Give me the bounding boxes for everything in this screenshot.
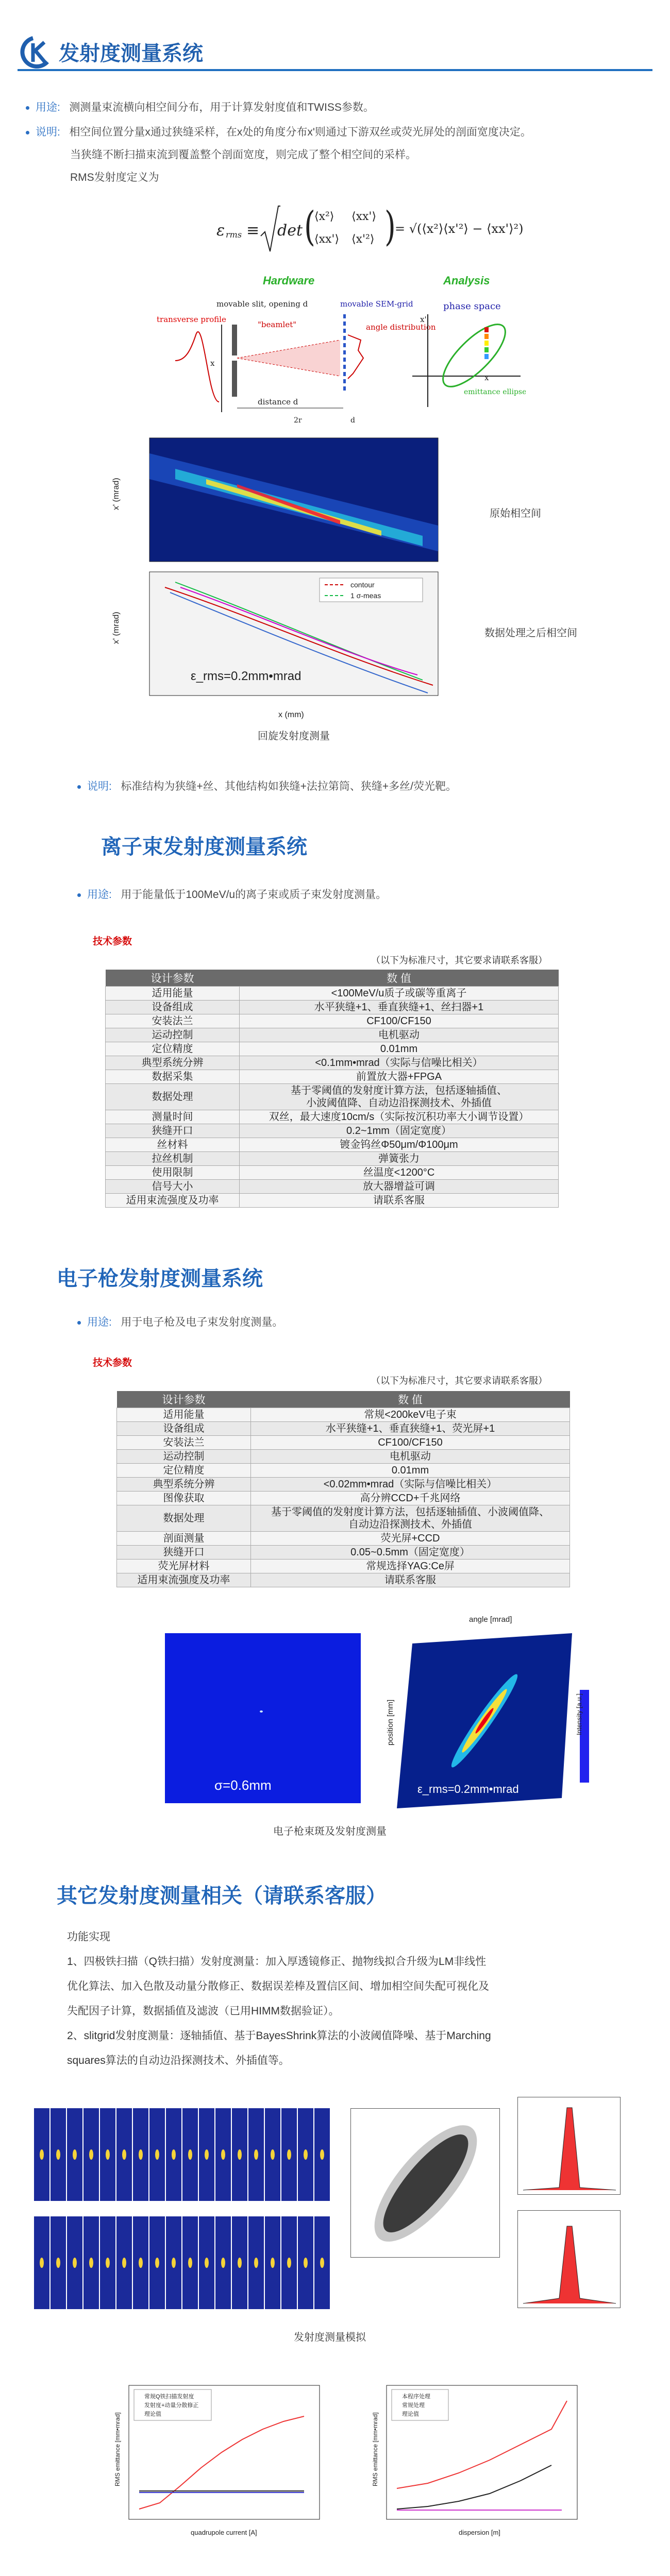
param-cell: 测量时间	[106, 1110, 240, 1124]
sim-spot	[221, 2149, 225, 2160]
histogram-1	[517, 2097, 621, 2195]
cyclotron-caption: 回旋发射度测量	[258, 731, 330, 742]
value-cell: 请联系客服	[240, 1193, 559, 1207]
value-cell: 弹簧张力	[240, 1151, 559, 1165]
value-cell: 0.05~0.5mm（固定宽度）	[251, 1545, 570, 1559]
sim-spot	[238, 2258, 242, 2268]
para-line-4: 2、slitgrid发射度测量：逐轴插值、基于BayesShrink算法的小波阈值降噪、基于Marching	[67, 2030, 491, 2042]
intro-desc-2: 当狭缝不断扫描束流到覆盖整个剖面宽度，则完成了整个相空间的采样。	[70, 149, 416, 161]
sim-spot	[320, 2258, 324, 2268]
svg-text:x' (mrad): x' (mrad)	[112, 612, 121, 644]
sim-spot	[56, 2258, 60, 2268]
svg-text:phase space: phase space	[443, 301, 501, 312]
sim-spot	[73, 2258, 77, 2268]
svg-text:x': x'	[420, 315, 427, 324]
sim-spot	[254, 2149, 258, 2160]
sim-spot	[304, 2258, 308, 2268]
table-row	[117, 1545, 570, 1559]
sim-spot	[89, 2258, 93, 2268]
sim-spot	[40, 2258, 44, 2268]
intro-use: 用途: 测测量束流横向相空间分布，用于计算发射度值和TWISS参数。	[26, 99, 374, 116]
para-line-1: 1、四极铁扫描（Q铁扫描）发射度测量：加入厚透镜修正、抛物线拟合升级为LM非线性	[67, 1956, 487, 1968]
param-cell: 运动控制	[117, 1449, 251, 1463]
sim-spot	[172, 2258, 176, 2268]
table-row	[106, 1179, 559, 1193]
sim-spot	[122, 2149, 126, 2160]
value-cell: 荧光屏+CCD	[251, 1531, 570, 1545]
table-header: 数 值	[251, 1391, 570, 1408]
sim-spot	[73, 2149, 77, 2160]
value-cell: 基于零阈值的发射度计算方法，包括逐轴插值、 小波阈值降、自动边沿探测技术、外插值	[240, 1083, 559, 1110]
page-title: 发射度测量系统	[59, 42, 203, 65]
sim-spot	[155, 2149, 159, 2160]
electron-use: 用途: 用于电子枪及电子束发射度测量。	[77, 1314, 283, 1331]
svg-text:angle [mrad]: angle [mrad]	[469, 1615, 512, 1624]
param-cell: 信号大小	[106, 1179, 240, 1193]
para-line-5: squares算法的自动边沿探测技术、外插值等。	[67, 2055, 290, 2066]
param-cell: 丝材料	[106, 1138, 240, 1151]
chart-quad-scan	[98, 2380, 325, 2545]
ion-section-title: 离子束发射度测量系统	[101, 835, 307, 859]
value-cell: <0.1mm•mrad（实际与信噪比相关）	[240, 1056, 559, 1070]
value-cell: 基于零阈值的发射度计算方法，包括逐轴插值、小波阈值降、 自动边沿探测技术、外插值	[251, 1505, 570, 1531]
param-cell: 数据处理	[106, 1083, 240, 1110]
bullet-icon	[77, 785, 81, 789]
bullet-icon	[77, 1321, 81, 1325]
svg-text:Hardware: Hardware	[263, 274, 315, 287]
table-row	[106, 1000, 559, 1014]
table-row	[106, 1042, 559, 1056]
param-cell: 图像获取	[117, 1491, 251, 1505]
simulation-grid	[34, 2108, 338, 2314]
electron-caption: 电子枪束斑及发射度测量	[273, 1826, 387, 1837]
value-cell: 电机驱动	[251, 1449, 570, 1463]
svg-text:dispersion [m]: dispersion [m]	[459, 2529, 500, 2536]
table-row	[117, 1505, 570, 1531]
table-row	[117, 1477, 570, 1491]
sim-spot	[205, 2258, 209, 2268]
bullet-icon	[26, 106, 29, 110]
svg-text:ε_rms=0.2mm•mrad: ε_rms=0.2mm•mrad	[191, 669, 301, 683]
chart-dispersion	[356, 2380, 582, 2545]
value-cell: CF100/CF150	[240, 1014, 559, 1028]
param-cell: 适用束流强度及功率	[117, 1573, 251, 1587]
value-cell: 放大器增益可调	[240, 1179, 559, 1193]
value-cell: 请联系客服	[251, 1573, 570, 1587]
param-cell: 适用束流强度及功率	[106, 1193, 240, 1207]
param-cell: 安装法兰	[117, 1435, 251, 1449]
table-row	[117, 1559, 570, 1573]
param-cell: 典型系统分辨	[117, 1477, 251, 1491]
param-cell: 典型系统分辨	[106, 1056, 240, 1070]
value-cell: 水平狭缝+1、垂直狭缝+1、荧光屏+1	[251, 1421, 570, 1435]
svg-text:2r: 2r	[294, 416, 302, 425]
svg-text:Intensity [a.u.]: Intensity [a.u.]	[575, 1693, 583, 1735]
table-row	[106, 1083, 559, 1110]
svg-text:quadrupole current [A]: quadrupole current [A]	[191, 2529, 257, 2536]
func-heading: 功能实现	[67, 1931, 110, 1943]
value-cell: <100MeV/u质子或碳等重离子	[240, 986, 559, 1000]
param-cell: 数据采集	[106, 1070, 240, 1083]
sim-spot	[304, 2149, 308, 2160]
svg-text:d: d	[350, 416, 355, 425]
value-cell: 水平狭缝+1、垂直狭缝+1、丝扫器+1	[240, 1000, 559, 1014]
value-cell: CF100/CF150	[251, 1435, 570, 1449]
svg-text:常规Q铁扫描发射度: 常规Q铁扫描发射度	[144, 2394, 194, 2400]
param-cell: 运动控制	[106, 1028, 240, 1042]
structure-note: 说明: 标准结构为狭缝+丝、其他结构如狭缝+法拉第筒、狭缝+多丝/荧光靶。	[77, 778, 457, 795]
param-cell: 适用能量	[117, 1408, 251, 1421]
value-cell: 0.01mm	[240, 1042, 559, 1056]
svg-text:常规处理: 常规处理	[402, 2402, 425, 2409]
param-cell: 荧光屏材料	[117, 1559, 251, 1573]
table-row	[117, 1421, 570, 1435]
param-cell: 拉丝机制	[106, 1151, 240, 1165]
table-row	[117, 1449, 570, 1463]
ion-spec-table	[105, 970, 559, 1208]
svg-text:x' (mrad): x' (mrad)	[112, 478, 121, 510]
param-cell: 使用限制	[106, 1165, 240, 1179]
table-row	[117, 1491, 570, 1505]
table-row	[106, 1014, 559, 1028]
sim-spot	[139, 2258, 143, 2268]
svg-text:x: x	[484, 373, 489, 382]
svg-text:x: x	[210, 359, 215, 368]
param-cell: 设备组成	[117, 1421, 251, 1435]
rms-def: RMS发射度定义为	[70, 172, 159, 183]
table-header: 设计参数	[106, 970, 240, 986]
table-row	[117, 1408, 570, 1421]
sim-spot	[205, 2149, 209, 2160]
table-row	[106, 1193, 559, 1207]
param-cell: 剖面测量	[117, 1531, 251, 1545]
table-header: 设计参数	[117, 1391, 251, 1408]
svg-text:Analysis: Analysis	[443, 274, 490, 287]
sim-spot	[89, 2149, 93, 2160]
electron-spec-table	[116, 1391, 570, 1587]
sim-spot	[172, 2149, 176, 2160]
ion-tech-label: 技术参数	[93, 936, 132, 947]
value-cell: 常规选择YAG:Ce屏	[251, 1559, 570, 1573]
value-cell: 0.2~1mm（固定宽度）	[240, 1124, 559, 1138]
simulation-caption: 发射度测量模拟	[294, 2332, 366, 2343]
svg-text:angle distribution: angle distribution	[366, 323, 436, 332]
param-cell: 定位精度	[106, 1042, 240, 1056]
param-cell: 定位精度	[117, 1463, 251, 1477]
electron-tech-label: 技术参数	[93, 1358, 132, 1368]
svg-text:transverse profile: transverse profile	[157, 315, 226, 324]
logo-icon	[18, 36, 54, 69]
sim-spot	[221, 2258, 225, 2268]
table-row	[106, 1070, 559, 1083]
svg-text:distance d: distance d	[258, 397, 298, 406]
sim-spot	[188, 2258, 192, 2268]
sim-spot	[271, 2149, 275, 2160]
electron-emittance-plot	[376, 1613, 593, 1814]
scatter-plot	[350, 2108, 500, 2258]
svg-text:emittance ellipse: emittance ellipse	[464, 388, 526, 396]
svg-text:movable SEM-grid: movable SEM-grid	[340, 299, 413, 309]
sim-spot	[56, 2149, 60, 2160]
phase-space-plots	[103, 433, 474, 721]
svg-text:理论值: 理论值	[144, 2411, 161, 2417]
bullet-icon	[26, 131, 29, 134]
sim-spot	[271, 2258, 275, 2268]
table-row	[117, 1573, 570, 1587]
sim-spot	[139, 2149, 143, 2160]
sim-spot	[320, 2149, 324, 2160]
value-cell: 双丝，最大速度10cm/s（实际按沉积功率大小调节设置）	[240, 1110, 559, 1124]
sim-spot	[254, 2258, 258, 2268]
table-header: 数 值	[240, 970, 559, 986]
sim-spot	[106, 2258, 110, 2268]
svg-text:contour: contour	[350, 581, 375, 589]
table-row	[117, 1435, 570, 1449]
intro-desc: 说明: 相空间位置分量x通过狭缝采样，在x处的角度分布x'则通过下游双丝或荧光屏处的剖面宽度决定。	[26, 124, 531, 141]
bullet-icon	[77, 893, 81, 897]
table-row	[106, 1124, 559, 1138]
svg-text:1 σ-meas: 1 σ-meas	[350, 591, 381, 600]
sim-spot	[106, 2149, 110, 2160]
sim-spot	[287, 2258, 291, 2268]
svg-text:理论值: 理论值	[402, 2411, 419, 2417]
value-cell: 前置放大器+FPGA	[240, 1070, 559, 1083]
ion-use: 用途: 用于能量低于100MeV/u的离子束或质子束发射度测量。	[77, 886, 387, 903]
table-row	[106, 1110, 559, 1124]
svg-text:本程序处理: 本程序处理	[402, 2394, 430, 2400]
value-cell: 0.01mm	[251, 1463, 570, 1477]
table-row	[106, 1138, 559, 1151]
emittance-diagram	[155, 273, 526, 428]
param-cell: 数据处理	[117, 1505, 251, 1531]
sim-spot	[40, 2149, 44, 2160]
table-row	[106, 1028, 559, 1042]
label-processed-phase-space: 数据处理之后相空间	[484, 628, 577, 639]
table-row	[117, 1531, 570, 1545]
histogram-2	[517, 2210, 621, 2308]
value-cell: 镀金钨丝Φ50μm/Φ100μm	[240, 1138, 559, 1151]
table-row	[106, 1056, 559, 1070]
table-row	[106, 986, 559, 1000]
svg-text:x (mm): x (mm)	[278, 710, 304, 719]
sim-spot	[122, 2258, 126, 2268]
electron-note: （以下为标准尺寸，其它要求请联系客服）	[371, 1376, 547, 1386]
sim-spot	[238, 2149, 242, 2160]
beam-spot-image	[165, 1633, 361, 1803]
table-row	[106, 1151, 559, 1165]
value-cell: 电机驱动	[240, 1028, 559, 1042]
value-cell: 高分辨CCD+千兆网络	[251, 1491, 570, 1505]
table-row	[106, 1165, 559, 1179]
svg-text:position [mm]: position [mm]	[386, 1699, 395, 1745]
value-cell: 常规<200keV电子束	[251, 1408, 570, 1421]
page-header	[18, 31, 652, 71]
electron-section-title: 电子枪发射度测量系统	[57, 1267, 263, 1291]
param-cell: 狭缝开口	[106, 1124, 240, 1138]
param-cell: 适用能量	[106, 986, 240, 1000]
value-cell: <0.02mm•mrad（实际与信噪比相关）	[251, 1477, 570, 1491]
svg-text:发射度+动量分散修正: 发射度+动量分散修正	[144, 2402, 199, 2409]
sim-spot	[155, 2258, 159, 2268]
param-cell: 狭缝开口	[117, 1545, 251, 1559]
svg-text:"beamlet": "beamlet"	[258, 320, 297, 329]
svg-text:movable slit, opening d: movable slit, opening d	[216, 299, 308, 309]
svg-text:RMS emittance [mm•mrad]: RMS emittance [mm•mrad]	[114, 2412, 121, 2486]
other-section-title: 其它发射度测量相关（请联系客服）	[57, 1884, 387, 1908]
label-original-phase-space: 原始相空间	[490, 508, 541, 519]
svg-text:ε_rms=0.2mm•mrad: ε_rms=0.2mm•mrad	[417, 1783, 519, 1795]
ion-note: （以下为标准尺寸，其它要求请联系客服）	[371, 955, 547, 965]
para-line-2: 优化算法、加入色散及动量分散修正、数据误差棒及置信区间、增加相空间失配可视化及	[67, 1980, 489, 1992]
sim-spot	[287, 2149, 291, 2160]
value-cell: 丝温度<1200°C	[240, 1165, 559, 1179]
sim-spot	[188, 2149, 192, 2160]
table-row	[117, 1463, 570, 1477]
svg-text:RMS emittance [mm•mrad]: RMS emittance [mm•mrad]	[372, 2412, 379, 2486]
rms-formula: ε rms ≡ det ( ⟨x²⟩ ⟨xx'⟩ ⟨xx'⟩ ⟨x'²⟩ ) = √(⟨x²⟩⟨x'²⟩ − ⟨xx'⟩²)	[216, 201, 454, 258]
sigma-label: σ=0.6mm	[214, 1777, 272, 1793]
para-line-3: 失配因子计算，数据插值及滤波（已用HIMM数据验证）。	[67, 2005, 340, 2017]
param-cell: 设备组成	[106, 1000, 240, 1014]
param-cell: 安装法兰	[106, 1014, 240, 1028]
